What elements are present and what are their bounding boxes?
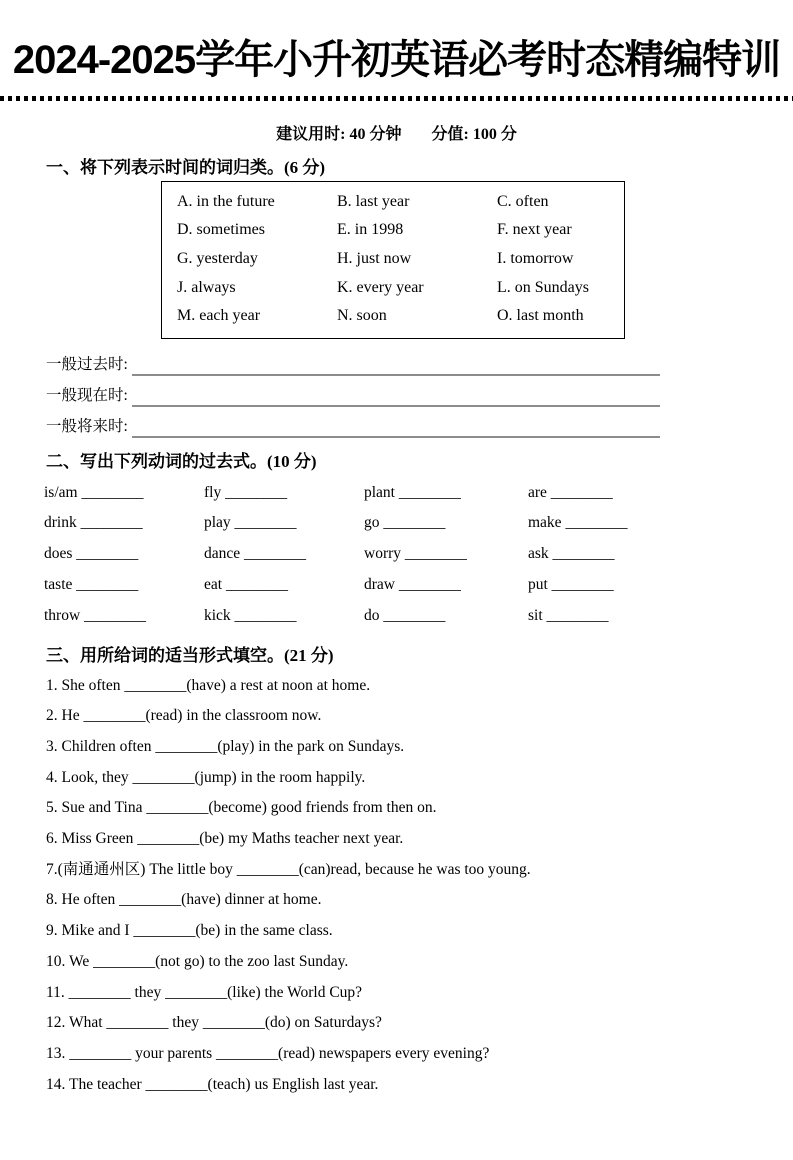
question-item-2: 2. He ________(read) in the classroom now.: [46, 707, 322, 725]
option-e: E. in 1998: [337, 221, 404, 239]
option-i: I. tomorrow: [497, 249, 574, 267]
verb-item: do ________: [364, 606, 446, 624]
verb-item: kick ________: [204, 606, 297, 624]
verb-item: taste ________: [44, 575, 139, 593]
verb-item: is/am ________: [44, 483, 144, 501]
option-f: F. next year: [497, 221, 572, 239]
option-a: A. in the future: [177, 192, 275, 210]
meta-line: [0, 121, 793, 144]
verb-item: dance ________: [204, 545, 307, 563]
option-h: H. just now: [337, 249, 412, 267]
question-list: [46, 671, 793, 1101]
question-item-14: 14. The teacher ________(teach) us English last year.: [46, 1075, 379, 1093]
option-d: D. sometimes: [177, 221, 265, 239]
verb-item: plant ________: [364, 483, 461, 501]
answer-line: [132, 385, 660, 407]
answer-line: [132, 354, 660, 376]
verb-item: sit ________: [528, 606, 609, 624]
question-item-4: 4. Look, they ________(jump) in the room happily.: [46, 768, 366, 786]
option-g: G. yesterday: [177, 249, 258, 267]
question-item-7: 7.(南通通州区) The little boy ________(can)read, because he was too young.: [46, 860, 531, 878]
total-score-label: 分值: 100 分: [431, 125, 517, 143]
option-b: B. last year: [337, 192, 410, 210]
option-l: L. on Sundays: [497, 278, 589, 296]
time-words-box: [161, 181, 625, 339]
verb-item: go ________: [364, 514, 446, 532]
option-row: [177, 274, 624, 303]
verb-item: make ________: [528, 514, 628, 532]
verb-item: are ________: [528, 483, 613, 501]
question-item-13: 13. ________ your parents ________(read) newspapers every evening?: [46, 1044, 490, 1062]
option-n: N. soon: [337, 307, 387, 325]
option-row: [177, 188, 624, 217]
option-row: [177, 245, 624, 274]
verb-item: eat ________: [204, 575, 288, 593]
answer-line: [132, 416, 660, 438]
question-item-3: 3. Children often ________(play) in the park on Sundays.: [46, 737, 405, 755]
verb-item: ask ________: [528, 545, 615, 563]
verb-item: fly ________: [204, 483, 288, 501]
question-item-11: 11. ________ they ________(like) the World Cup?: [46, 983, 363, 1001]
question-item-9: 9. Mike and I ________(be) in the same class.: [46, 922, 333, 940]
question-item-12: 12. What ________ they ________(do) on Saturdays?: [46, 1014, 382, 1032]
question-item-8: 8. He often ________(have) dinner at home.: [46, 891, 322, 909]
dotted-divider: [0, 96, 793, 101]
fill-line-future-tense: [46, 407, 793, 438]
page-title: 2024-2025学年小升初英语必考时态精编特训: [12, 38, 781, 82]
fill-label-past: 一般过去时:: [46, 356, 128, 374]
option-c: C. often: [497, 192, 549, 210]
section1-header: 一、将下列表示时间的词归类。(6 分): [46, 157, 326, 177]
suggested-time-label: 建议用时: 40 分钟: [276, 125, 402, 143]
fill-line-present-tense: [46, 376, 793, 407]
verb-item: put ________: [528, 575, 614, 593]
option-j: J. always: [177, 278, 236, 296]
option-m: M. each year: [177, 307, 261, 325]
section2-header: 二、写出下列动词的过去式。(10 分): [46, 451, 317, 471]
question-item-5: 5. Sue and Tina ________(become) good friends from then on.: [46, 799, 437, 817]
verb-item: play ________: [204, 514, 297, 532]
section3-header: 三、用所给词的适当形式填空。(21 分): [46, 645, 334, 665]
verb-item: worry ________: [364, 545, 467, 563]
option-row: [177, 302, 624, 331]
verb-item: drink ________: [44, 514, 143, 532]
tense-fill-lines: [46, 346, 793, 438]
verb-item: does ________: [44, 545, 139, 563]
fill-label-present: 一般现在时:: [46, 386, 128, 404]
verb-item: draw ________: [364, 575, 461, 593]
question-item-6: 6. Miss Green ________(be) my Maths teacher next year.: [46, 830, 404, 848]
option-row: [177, 216, 624, 245]
verb-item: throw ________: [44, 606, 147, 624]
fill-label-future: 一般将来时:: [46, 417, 128, 435]
question-item-10: 10. We ________(not go) to the zoo last Sunday.: [46, 952, 349, 970]
worksheet-page: [0, 38, 793, 1160]
question-item-1: 1. She often ________(have) a rest at noon at home.: [46, 676, 371, 694]
fill-line-past-tense: [46, 346, 793, 377]
option-o: O. last month: [497, 307, 584, 325]
option-k: K. every year: [337, 278, 424, 296]
verb-past-tense-grid: [44, 478, 793, 632]
